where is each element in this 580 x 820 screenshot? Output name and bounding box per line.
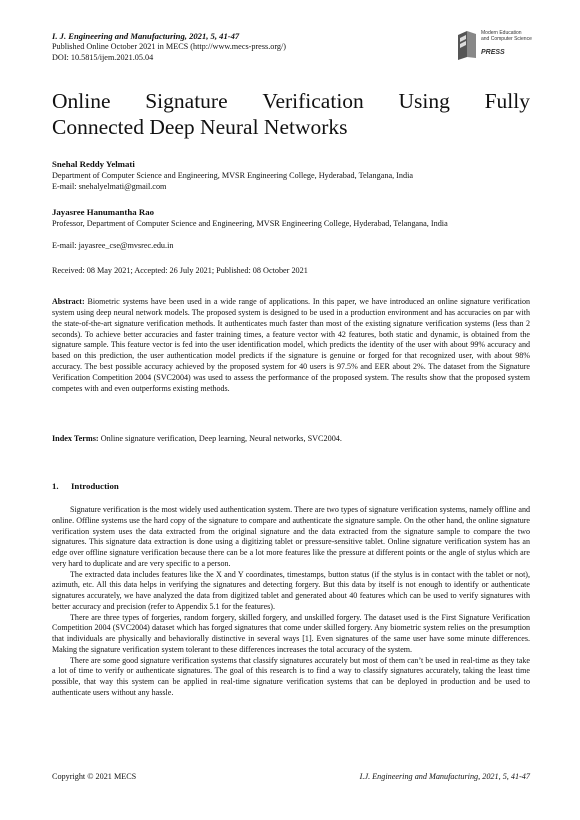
journal-title: I. J. Engineering and Manufacturing, [52,31,187,41]
title-word: Using [398,89,450,113]
title-word: Verification [262,89,364,113]
logo-press: PRESS [481,49,505,56]
logo-text-line: and Computer Science [481,35,532,42]
footer-copyright: Copyright © 2021 MECS [52,772,137,781]
section-number: 1. [52,481,59,491]
author-affiliation: Department of Computer Science and Engineering, MVSR Engineering College, Hyderabad, Telangana, India [52,171,414,180]
logo-text [481,31,532,42]
received-dates: Received: 08 May 2021; Accepted: 26 July 2021; Published: 08 October 2021 [52,266,308,275]
abstract-label: Abstract: [52,297,85,306]
title-line-2: Connected Deep Neural Networks [52,114,348,139]
title-word: Fully [484,89,530,113]
author-name: Snehal Reddy Yelmati [52,159,135,169]
logo-text-line: Modern Education [481,30,522,36]
book-icon [456,29,478,61]
publication-info: Published Online October 2021 in MECS (http://www.mecs-press.org/) [52,42,287,51]
footer-citation: I.J. Engineering and Manufacturing, 2021, 5, 41-47 [359,772,530,781]
title-word: Signature [145,89,228,113]
doi: DOI: 10.5815/ijem.2021.05.04 [52,53,154,62]
journal-issue: 2021, 5, 41-47 [186,31,240,41]
paragraph: Signature verification is the most widely used authentication system. There are two types of signature verification systems, namely offline and online. Offline systems use the hard copy of the signature to compare and authenticate the signature sample. On the other hand, the online signature verification system uses the data extracted from the original signature and the data extracted from the signature sample to compare the two signatures. This signature data extraction is done using a digitizing tablet or pressure-sensitive tablet. Online signature verification system has an edge over offline signature verification because there can be a lot more features like the pressure at different points or the angle of stylus which are very hard to duplicate and are very specific to a person. [52,505,530,568]
paragraph: There are some good signature verification systems that classify signatures accurately but most of them can’t be used in real-time as they take a lot of time to verify or authenticate signatures. The goal of this research is to find a way to classify signatures accurately, taking the least time possible, that way this system can be applied in real-time signature verification systems that can be deployed in production and be used to authenticate users without any hassle. [52,655,530,697]
abstract-text: Biometric systems have been used in a wide range of applications. In this paper, we have introduced an online signature verification system using deep neural network models. The proposed system is designed to be used in a production environment and has accuracies on par with the state-of-the-art signature verification methods. It authenticates much faster than most of the existing signature verification systems (less than 2 seconds). To achieve better accuracies and faster training times, a feature vector with 42 features, both static and dynamic, is obtained from the signature sample. This feature vector is fed into the user identification model, which predicts the identity of the user with about 99% accuracy and based on this prediction, the user authentication model predicts if the signature is genuine or forged for that recognized user, with about 98% accuracy. The best possible accuracy achieved by the proposed system for 40 users is 97.5% and EER about 2%. The dataset from the Signature Verification Competition 2004 (SVC2004) was used to assess the performance of the proposed system. The results show that the proposed system competes with and even outperforms existing methods. [52,297,530,393]
journal-name [52,31,239,41]
publisher-logo [456,26,536,66]
author-email: E-mail: snehalyelmati@gmail.com [52,182,167,191]
paragraph: There are three types of forgeries, random forgery, skilled forgery, and unskilled forgery. The dataset used is the First Signature Verification Competition 2004 (SVC2004) dataset which has forged signatures that come under skilled forgery. Any biometric system relies on the presumption that individuals are physically and behaviorally distinctive in several ways [1]. Even signatures of the same user have some minute differences. Making the signature verification system tolerant to these differences increases the total accuracy of the system. [52,612,530,654]
abstract [52,297,530,395]
section-heading [52,481,119,491]
author-email: E-mail: jayasree_cse@mvsrec.edu.in [52,241,174,250]
paragraph: The extracted data includes features like the X and Y coordinates, timestamps, button status (if the stylus is in contact with the tablet or not), azimuth, etc. All this data helps in verifying the signatures and detecting forgery. But this data by itself is not enough to identify or authenticate signatures accurately, we have analyzed the data from digitized tablet and generated about 40 features which can be used to verify signatures with better accuracy and precision (refer to Appendix 5.1 for the features). [52,569,530,611]
paper-title [52,89,530,140]
index-terms [52,433,530,444]
body-text [52,505,530,699]
index-terms-label: Index Terms: [52,434,99,443]
section-title: Introduction [71,481,119,491]
author-affiliation: Professor, Department of Computer Science and Engineering, MVSR Engineering College, Hyderabad, Telangana, India [52,219,448,228]
author-name: Jayasree Hanumantha Rao [52,207,154,217]
index-terms-text: Online signature verification, Deep learning, Neural networks, SVC2004. [98,434,342,443]
title-word: Online [52,89,111,113]
title-line-1 [52,89,530,115]
